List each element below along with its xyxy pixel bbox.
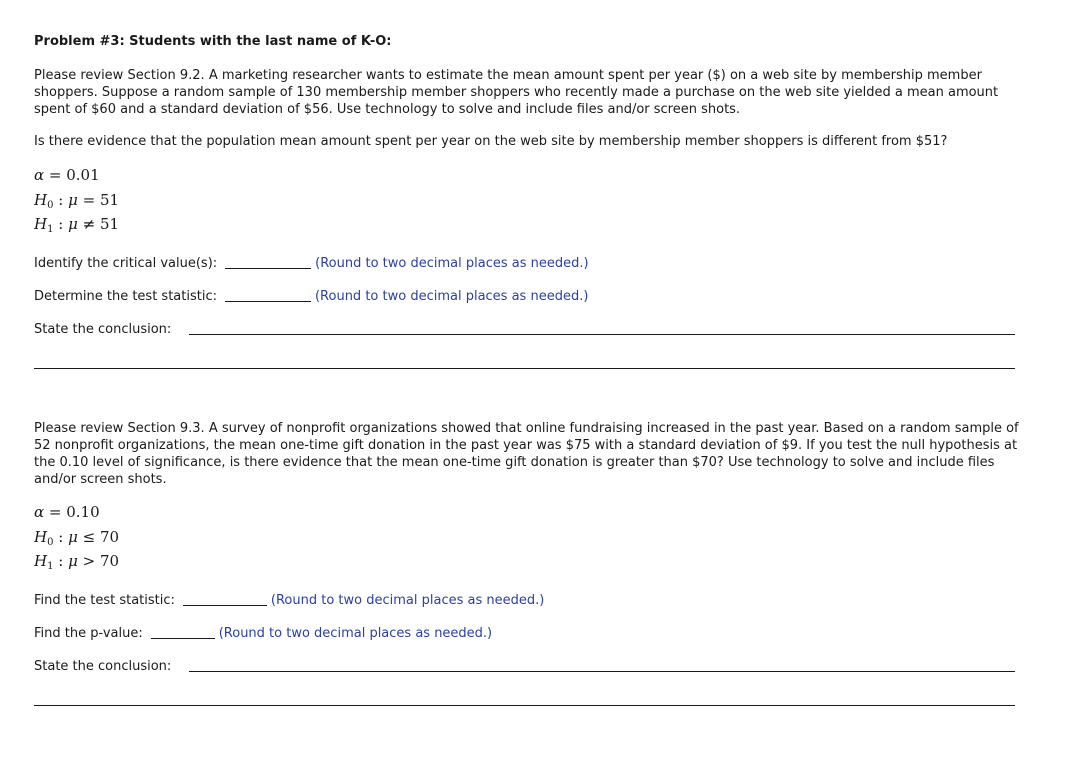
conclusion-row	[34, 321, 171, 339]
part2-h1-relation: >	[82, 552, 96, 570]
test-statistic-hint: (Round to two decimal places as needed.)	[314, 289, 589, 304]
part2-conclusion-label: State the conclusion:	[34, 659, 172, 674]
h-symbol: H	[34, 552, 48, 570]
problem-title: Problem #3: Students with the last name of K-O:	[34, 34, 392, 49]
part2-h0-relation: ≤	[82, 528, 96, 546]
critical-value-blank[interactable]	[225, 255, 311, 269]
part1-h1-relation: ≠	[82, 215, 96, 233]
part2-alpha-line: α = 0.10	[34, 503, 100, 521]
part1-h0-relation: =	[82, 191, 96, 209]
test-statistic-label: Determine the test statistic:	[34, 289, 217, 304]
null-subscript: 0	[47, 200, 54, 211]
conclusion-blank-line-2[interactable]	[34, 368, 1015, 369]
conclusion-label: State the conclusion:	[34, 322, 172, 337]
mu-symbol: μ	[68, 191, 78, 209]
part1-h1-value: 51	[99, 215, 120, 233]
h-symbol: H	[34, 528, 48, 546]
critical-value-label: Identify the critical value(s):	[34, 256, 218, 271]
part2-test-statistic-row	[34, 592, 544, 610]
alt-subscript: 1	[47, 561, 54, 572]
mu-symbol: μ	[68, 552, 78, 570]
test-statistic-row	[34, 288, 588, 306]
h-symbol: H	[34, 191, 48, 209]
conclusion-blank[interactable]	[189, 334, 1015, 335]
alpha-symbol: α	[34, 166, 45, 184]
p-value-row	[34, 625, 492, 643]
part2-null-hypothesis: $H_0$ : μ ≤ 70	[34, 528, 120, 548]
p-value-label: Find the p-value:	[34, 626, 143, 641]
part2-alpha-value: 0.10	[66, 503, 100, 521]
alt-subscript: 1	[47, 224, 54, 235]
part1-alt-hypothesis: $H_1$ : μ ≠ 51	[34, 215, 120, 235]
part2-alt-hypothesis: $H_1$ : μ > 70	[34, 552, 120, 572]
mu-symbol: μ	[68, 528, 78, 546]
part2-conclusion-row	[34, 658, 171, 676]
alpha-symbol: α	[34, 503, 45, 521]
part1-alpha-line: α = 0.01	[34, 166, 100, 184]
part1-null-hypothesis: $H_0$ : μ = 51	[34, 191, 120, 211]
null-subscript: 0	[47, 537, 54, 548]
part2-h1-value: 70	[99, 552, 120, 570]
part2-test-statistic-blank[interactable]	[183, 592, 267, 606]
critical-value-hint: (Round to two decimal places as needed.)	[315, 256, 589, 271]
part2-paragraph: Please review Section 9.3. A survey of nonprofit organizations showed that online fundraising increased in the past year. Based on a random sample of 52 nonprofit organizations, the mean one-time gift donation in the past year was $75 with a standard deviation of $9. If you test the null hypothesis at the 0.10 level of significance, is there evidence that the mean one-time gift donation is greater than $70? Use technology to solve and include files and/or screen shots.	[34, 421, 1019, 487]
part1-alpha-value: 0.01	[66, 166, 100, 184]
part1-question: Is there evidence that the population mean amount spent per year on the web site by membership member shoppers is different from $51?	[34, 134, 948, 149]
part1-h0-value: 51	[99, 191, 120, 209]
part2-h0-value: 70	[99, 528, 120, 546]
p-value-hint: (Round to two decimal places as needed.)	[218, 626, 493, 641]
part2-conclusion-blank-line-2[interactable]	[34, 705, 1015, 706]
test-statistic-blank[interactable]	[225, 288, 311, 302]
p-value-blank[interactable]	[151, 625, 215, 639]
part1-paragraph: Please review Section 9.2. A marketing researcher wants to estimate the mean amount spent per year ($) on a web site by membership member shoppers. Suppose a random sample of 130 membership member shoppers who recently made a purchase on the web site yielded a mean amount spent of $60 and a standard deviation of $56. Use technology to solve and include files and/or screen shots.	[34, 68, 999, 117]
part2-conclusion-blank[interactable]	[189, 671, 1015, 672]
part2-test-statistic-hint: (Round to two decimal places as needed.)	[270, 593, 545, 608]
mu-symbol: μ	[68, 215, 78, 233]
part2-test-statistic-label: Find the test statistic:	[34, 593, 175, 608]
critical-value-row	[34, 255, 589, 273]
h-symbol: H	[34, 215, 48, 233]
